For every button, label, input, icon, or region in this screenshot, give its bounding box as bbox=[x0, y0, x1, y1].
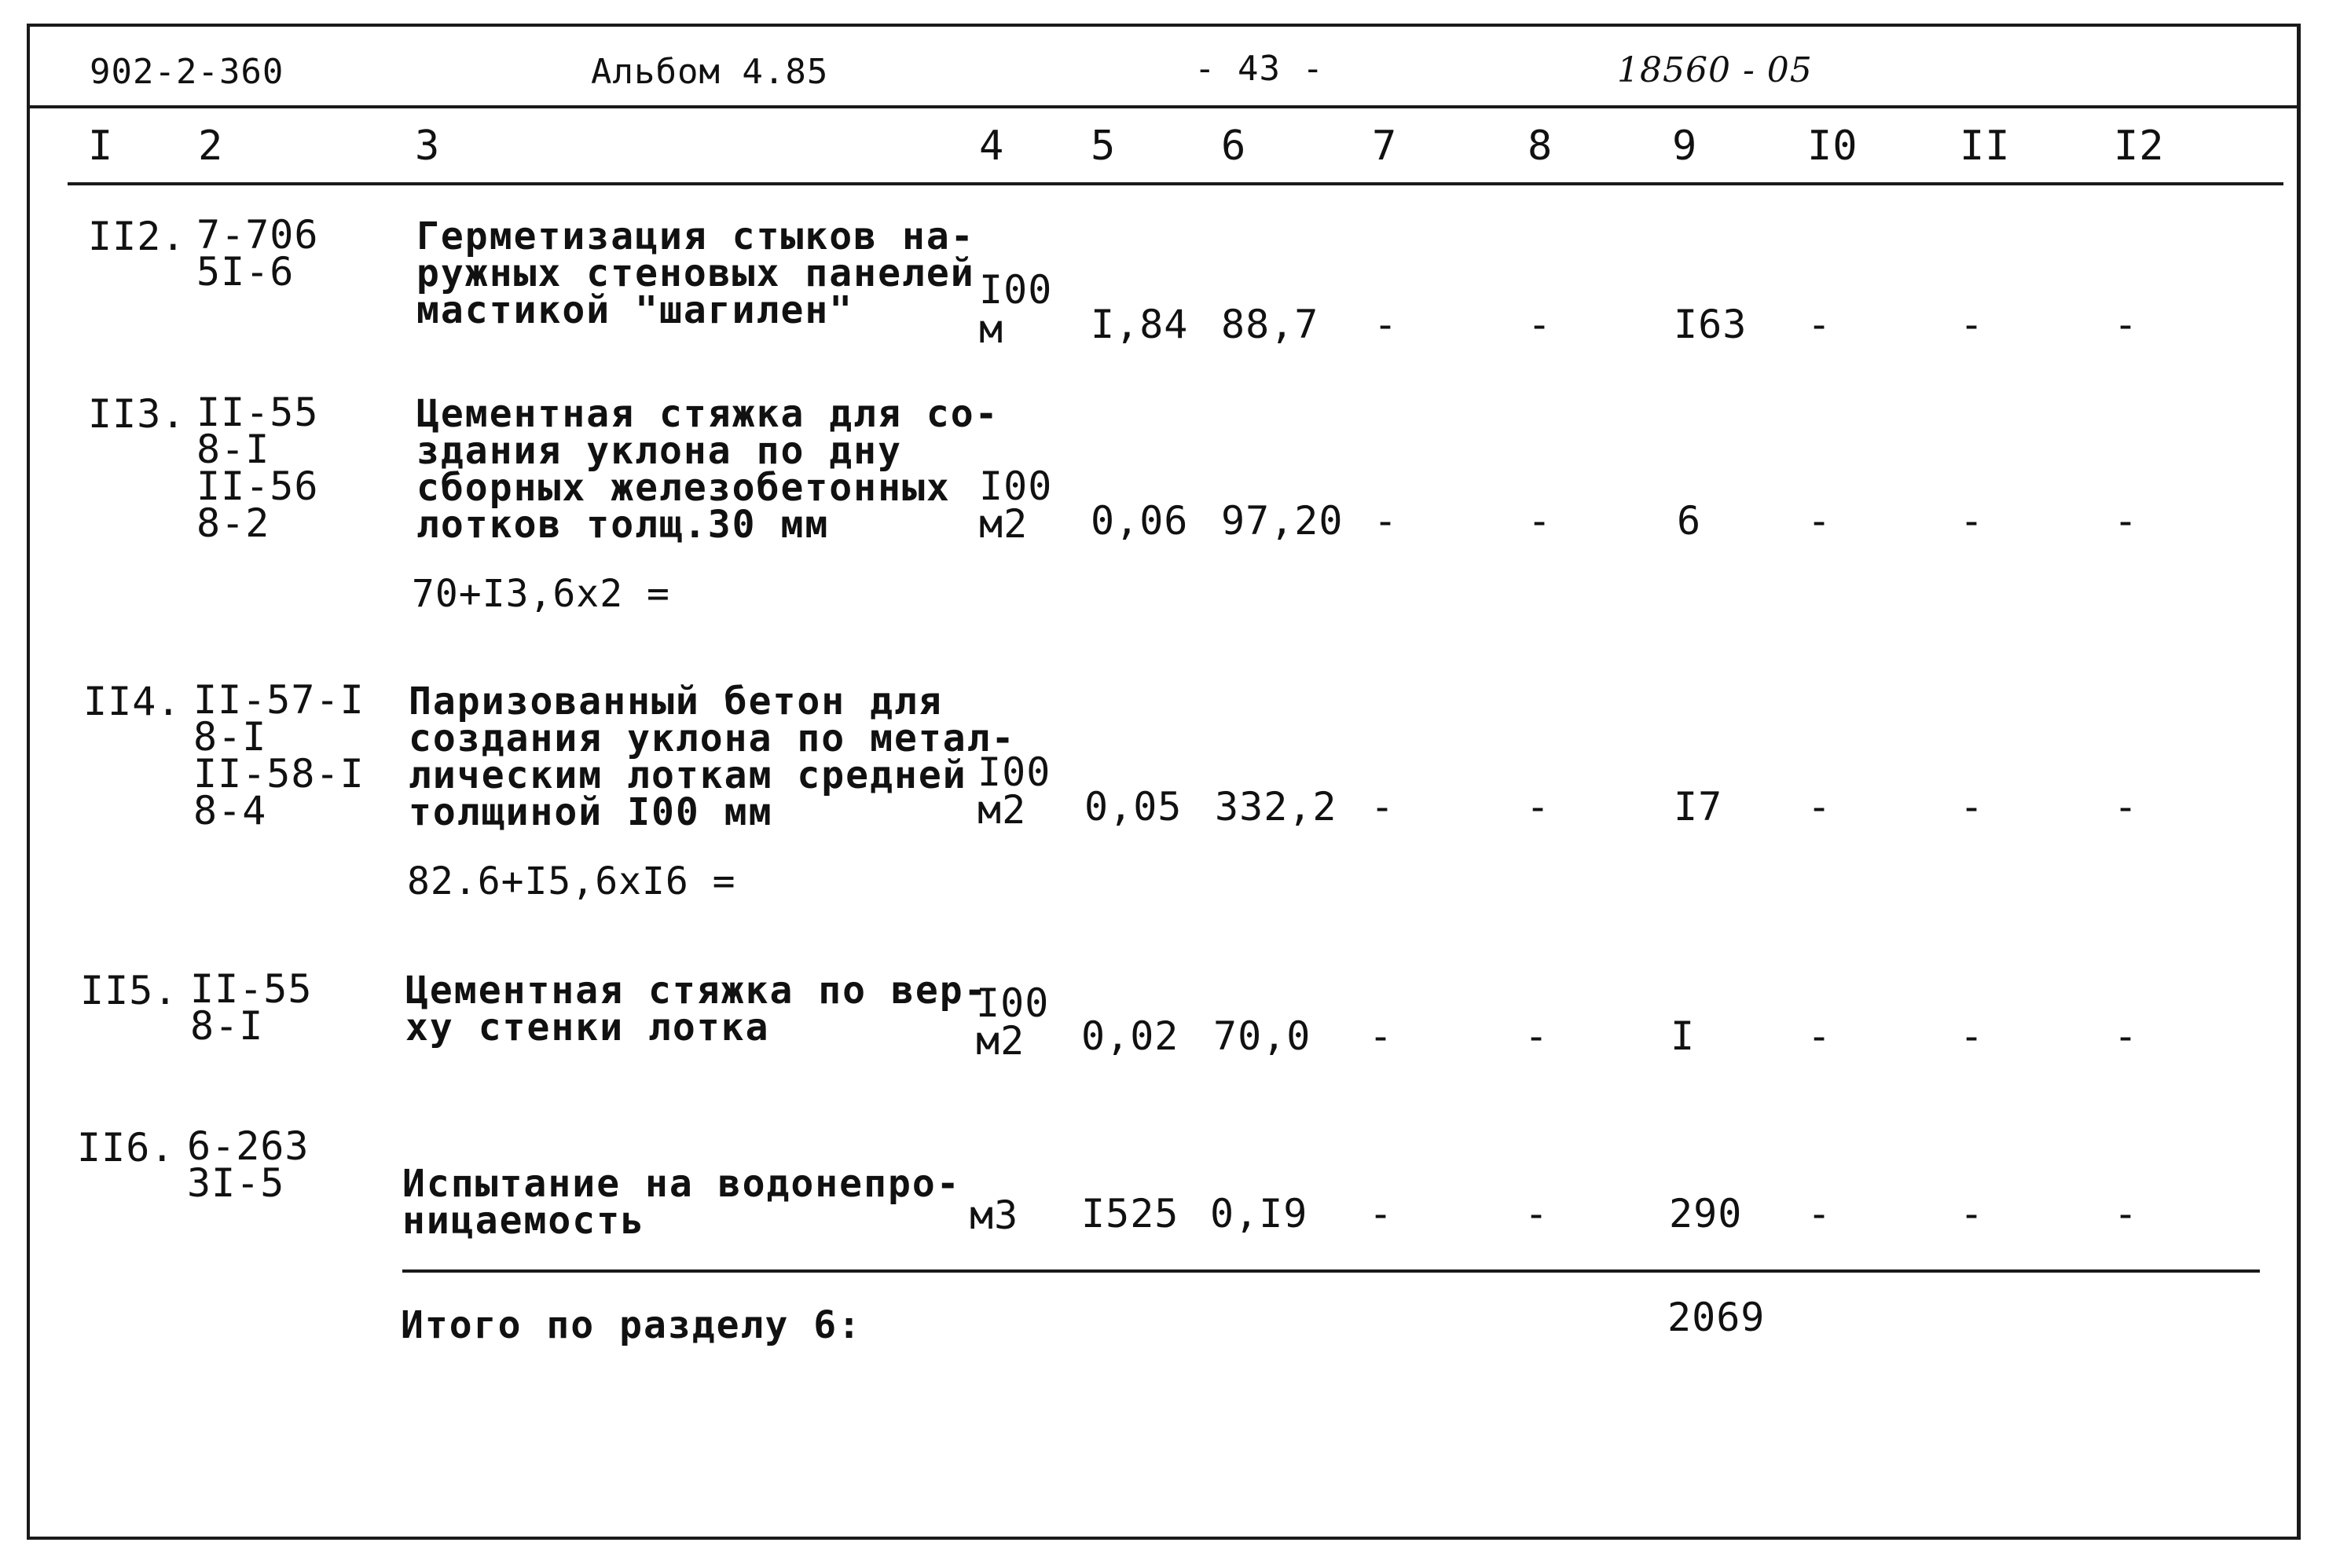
work-description: Герметизация стыков на- bbox=[416, 214, 975, 258]
col8-value: - bbox=[1524, 1013, 1550, 1059]
col11-value: - bbox=[1960, 498, 1985, 544]
column-number-3: 3 bbox=[415, 123, 441, 170]
unit: м2 bbox=[976, 1018, 1025, 1064]
work-description: Цементная стяжка по вер- bbox=[405, 969, 988, 1013]
unit-price: 88,7 bbox=[1221, 302, 1319, 347]
page-frame bbox=[27, 24, 2301, 1540]
work-description: здания уклона по дну bbox=[416, 429, 902, 473]
project-code: 902-2-360 bbox=[90, 52, 284, 92]
work-description: Цементная стяжка для со- bbox=[416, 392, 999, 436]
col8-value: - bbox=[1528, 498, 1553, 544]
unit-price: 97,20 bbox=[1221, 498, 1344, 544]
unit: I00 bbox=[979, 267, 1053, 313]
col7-value: - bbox=[1369, 1013, 1394, 1059]
section-total-value: 2069 bbox=[1667, 1295, 1766, 1340]
section-total-label: Итого по разделу 6: bbox=[401, 1303, 863, 1347]
norm-code: 6-263 bbox=[187, 1123, 310, 1169]
unit: I00 bbox=[976, 980, 1050, 1026]
col7-value: - bbox=[1374, 498, 1399, 544]
work-description: сборных железобетонных bbox=[416, 466, 951, 510]
row-number: II4. bbox=[83, 679, 182, 724]
row-number: II2. bbox=[88, 214, 186, 259]
column-number-6: 6 bbox=[1221, 123, 1247, 170]
unit-price: 70,0 bbox=[1213, 1013, 1311, 1059]
col10-value: - bbox=[1807, 1013, 1832, 1059]
total-divider bbox=[402, 1269, 2260, 1273]
unit: I00 bbox=[977, 749, 1051, 795]
col7-value: - bbox=[1374, 302, 1399, 347]
col11-value: - bbox=[1960, 302, 1985, 347]
unit: м2 bbox=[977, 787, 1027, 833]
unit: м2 bbox=[979, 501, 1029, 547]
quantity: I525 bbox=[1081, 1191, 1179, 1236]
col10-value: - bbox=[1807, 1191, 1832, 1236]
page-number: - 43 - bbox=[1194, 49, 1324, 89]
work-description: ницаемость bbox=[402, 1199, 645, 1243]
column-number-12: I2 bbox=[2114, 123, 2165, 170]
total-cost: 6 bbox=[1677, 498, 1702, 544]
work-description: ружных стеновых панелей bbox=[416, 251, 975, 295]
col11-value: - bbox=[1960, 1013, 1985, 1059]
norm-code: II-55 bbox=[190, 966, 313, 1012]
col12-value: - bbox=[2114, 784, 2139, 830]
col10-value: - bbox=[1807, 784, 1832, 830]
norm-code: II-58-I bbox=[193, 751, 365, 797]
norm-code: 7-706 bbox=[196, 212, 319, 258]
column-number-9: 9 bbox=[1672, 123, 1698, 170]
column-number-8: 8 bbox=[1528, 123, 1553, 170]
column-number-7: 7 bbox=[1372, 123, 1398, 170]
unit-price: 0,I9 bbox=[1210, 1191, 1308, 1236]
work-description: ху стенки лотка bbox=[405, 1006, 770, 1050]
total-cost: I7 bbox=[1674, 784, 1723, 830]
col12-value: - bbox=[2114, 1191, 2139, 1236]
norm-code: 3I-5 bbox=[187, 1160, 285, 1206]
calculation-formula: 70+I3,6x2 = bbox=[412, 572, 670, 616]
col12-value: - bbox=[2114, 1013, 2139, 1059]
norm-code: 8-I bbox=[193, 714, 267, 760]
column-number-5: 5 bbox=[1091, 123, 1117, 170]
row-number: II5. bbox=[80, 968, 178, 1013]
work-description: толщиной I00 мм bbox=[409, 790, 773, 834]
norm-code: 8-I bbox=[190, 1003, 264, 1049]
norm-code: 8-I bbox=[196, 427, 270, 472]
row-number: II3. bbox=[88, 391, 186, 437]
total-cost: I63 bbox=[1674, 302, 1748, 347]
work-description: Испытание на водонепро- bbox=[402, 1162, 961, 1206]
col7-value: - bbox=[1369, 1191, 1394, 1236]
col12-value: - bbox=[2114, 302, 2139, 347]
norm-code: 5I-6 bbox=[196, 249, 295, 295]
col10-value: - bbox=[1807, 498, 1832, 544]
handwritten-number: 18560 - 05 bbox=[1617, 50, 1813, 90]
column-number-11: II bbox=[1960, 123, 2011, 170]
norm-code: 8-4 bbox=[193, 788, 267, 833]
norm-code: II-57-I bbox=[193, 677, 365, 723]
column-header-divider bbox=[68, 182, 2283, 185]
work-description: Паризованный бетон для bbox=[409, 680, 943, 724]
column-number-10: I0 bbox=[1807, 123, 1858, 170]
col11-value: - bbox=[1960, 784, 1985, 830]
norm-code: II-55 bbox=[196, 390, 319, 435]
header-divider bbox=[30, 105, 2299, 108]
col8-value: - bbox=[1526, 784, 1551, 830]
column-number-2: 2 bbox=[198, 123, 224, 170]
work-description: лическим лоткам средней bbox=[409, 753, 967, 797]
album-title: Альбом 4.85 bbox=[591, 52, 829, 92]
norm-code: 8-2 bbox=[196, 500, 270, 546]
calculation-formula: 82.6+I5,6xI6 = bbox=[407, 859, 736, 903]
col7-value: - bbox=[1370, 784, 1396, 830]
work-description: лотков толщ.30 мм bbox=[416, 503, 830, 547]
unit-price: 332,2 bbox=[1215, 784, 1337, 830]
col10-value: - bbox=[1807, 302, 1832, 347]
unit: м bbox=[979, 306, 1004, 352]
col8-value: - bbox=[1528, 302, 1553, 347]
col8-value: - bbox=[1524, 1191, 1550, 1236]
unit: I00 bbox=[979, 463, 1053, 509]
quantity: 0,05 bbox=[1084, 784, 1183, 830]
quantity: I,84 bbox=[1091, 302, 1189, 347]
col11-value: - bbox=[1960, 1191, 1985, 1236]
work-description: мастикой "шагилен" bbox=[416, 288, 854, 332]
column-number-4: 4 bbox=[979, 123, 1005, 170]
row-number: II6. bbox=[77, 1125, 175, 1171]
work-description: создания уклона по метал- bbox=[409, 716, 1016, 760]
column-number-1: I bbox=[88, 123, 114, 170]
total-cost: I bbox=[1671, 1013, 1696, 1059]
col12-value: - bbox=[2114, 498, 2139, 544]
norm-code: II-56 bbox=[196, 463, 319, 509]
unit: м3 bbox=[970, 1192, 1019, 1238]
quantity: 0,06 bbox=[1091, 498, 1189, 544]
quantity: 0,02 bbox=[1081, 1013, 1179, 1059]
total-cost: 290 bbox=[1669, 1191, 1743, 1236]
